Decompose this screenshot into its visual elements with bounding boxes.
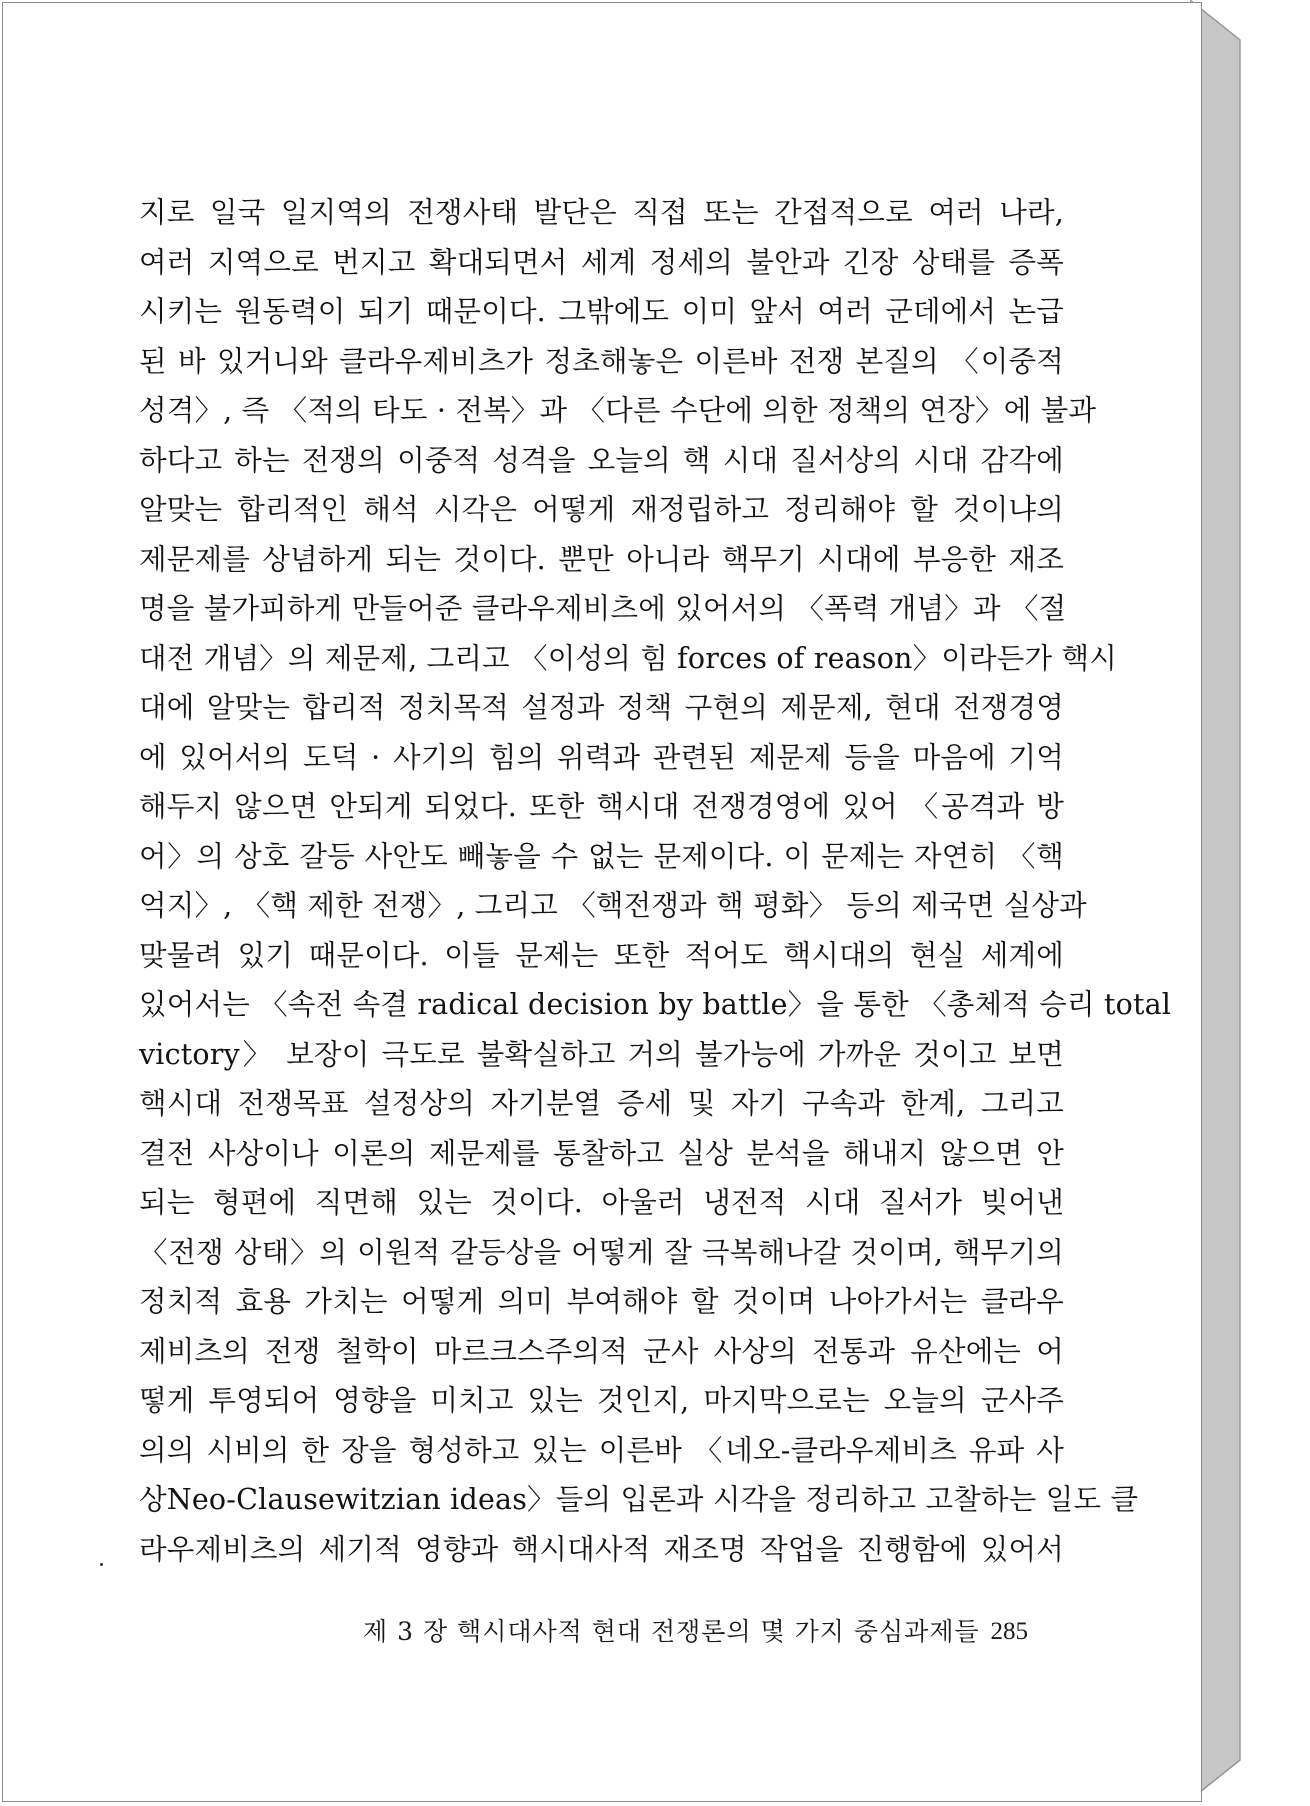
text-line: victory〉 보장이 극도로 불확실하고 거의 불가능에 가까운 것이고 보면 <box>139 1037 1064 1071</box>
running-title: 제 3 장 핵시대사적 현대 전쟁론의 몇 가지 중심과제들 <box>363 1617 980 1646</box>
text-line: 명을 불가피하게 만들어준 클라우제비츠에 있어서의 〈폭력 개념〉과 〈절 <box>139 592 1067 625</box>
text-line: 있어서는 〈속전 속결 radical decision by battle〉을 통한 〈총체적 승리 total <box>139 988 1172 1021</box>
text-line: 제문제를 상념하게 되는 것이다. 뿐만 아니라 핵무기 시대에 부응한 재조 <box>139 542 1064 576</box>
text-line: 라우제비츠의 세기적 영향과 핵시대사적 재조명 작업을 진행함에 있어서 <box>139 1532 1064 1566</box>
text-line: 알맞는 합리적인 해석 시각은 어떻게 재정립하고 정리해야 할 것이냐의 <box>139 493 1064 526</box>
text-line: 상Neo-Clausewitzian ideas〉들의 입론과 시각을 정리하고 고찰하는 일도 클 <box>139 1483 1139 1516</box>
text-line: 정치적 효용 가치는 어떻게 의미 부여해야 할 것이며 나아가서는 클라우 <box>139 1285 1064 1318</box>
text-line: 의의 시비의 한 장을 형성하고 있는 이른바 〈네오-클라우제비츠 유파 사 <box>139 1433 1064 1467</box>
text-line: 결전 사상이나 이론의 제문제를 통찰하고 실상 분석을 해내지 않으면 안 <box>139 1136 1064 1170</box>
text-line: 핵시대 전쟁목표 설정상의 자기분열 증세 및 자기 구속과 한계, 그리고 <box>139 1087 1064 1120</box>
book-page <box>2 2 1202 1802</box>
text-line: 억지〉, 〈핵 제한 전쟁〉, 그리고 〈핵전쟁과 핵 평화〉 등의 제국면 실상과 <box>139 889 1087 922</box>
scan-speck <box>100 1563 103 1566</box>
page-number: 285 <box>990 1618 1028 1645</box>
text-line: 제비츠의 전쟁 철학이 마르크스주의적 군사 사상의 전통과 유산에는 어 <box>139 1334 1064 1368</box>
text-line: 하다고 하는 전쟁의 이중적 성격을 오늘의 핵 시대 질서상의 시대 감각에 <box>139 443 1064 477</box>
book-edge <box>1190 0 1274 1806</box>
text-line: 해두지 않으면 안되게 되었다. 또한 핵시대 전쟁경영에 있어 〈공격과 방 <box>139 790 1064 823</box>
text-line: 〈전쟁 상태〉의 이원적 갈등상을 어떻게 잘 극복해나갈 것이며, 핵무기의 <box>139 1235 1064 1269</box>
text-line: 대에 알맞는 합리적 정치목적 설정과 정책 구현의 제문제, 현대 전쟁경영 <box>139 691 1064 724</box>
text-line: 어〉의 상호 갈등 사안도 빼놓을 수 없는 문제이다. 이 문제는 자연히 〈핵 <box>139 839 1064 873</box>
text-line: 된 바 있거니와 클라우제비츠가 정초해놓은 이른바 전쟁 본질의 〈이중적 <box>139 344 1064 378</box>
text-line: 여러 지역으로 번지고 확대되면서 세계 정세의 불안과 긴장 상태를 증폭 <box>139 245 1064 279</box>
text-line: 시키는 원동력이 되기 때문이다. 그밖에도 이미 앞서 여러 군데에서 논급 <box>139 295 1064 328</box>
text-line: 성격〉, 즉 〈적의 타도 · 전복〉과 〈다른 수단에 의한 정책의 연장〉에 불과 <box>139 394 1097 427</box>
page-footer <box>363 1607 1028 1657</box>
text-line: 되는 형편에 직면해 있는 것이다. 아울러 냉전적 시대 질서가 빚어낸 <box>139 1186 1064 1219</box>
body-paragraph <box>139 188 1172 1574</box>
text-line: 떻게 투영되어 영향을 미치고 있는 것인지, 마지막으로는 오늘의 군사주 <box>139 1384 1064 1417</box>
text-line: 맞물려 있기 때문이다. 이들 문제는 또한 적어도 핵시대의 현실 세계에 <box>139 938 1064 972</box>
text-line: 에 있어서의 도덕 · 사기의 힘의 위력과 관련된 제문제 등을 마음에 기억 <box>139 740 1064 774</box>
text-line: 대전 개념〉의 제문제, 그리고 〈이성의 힘 forces of reason〉이라든가 핵시 <box>139 641 1117 675</box>
text-line: 지로 일국 일지역의 전쟁사태 발단은 직접 또는 간접적으로 여러 나라, <box>139 196 1064 229</box>
